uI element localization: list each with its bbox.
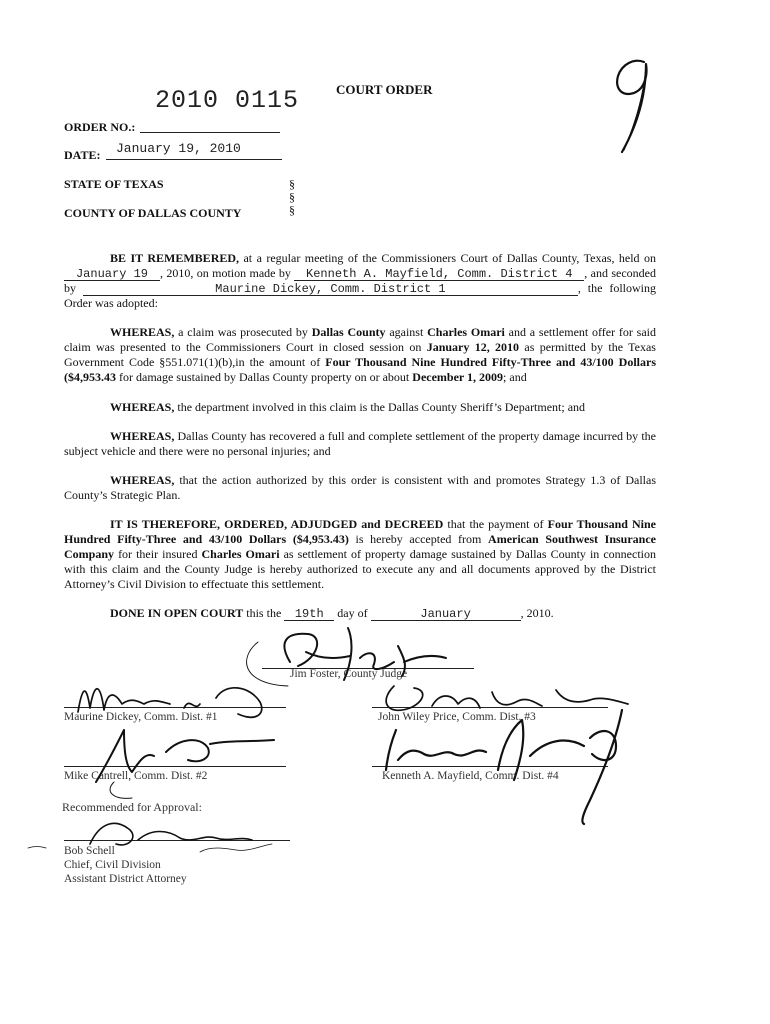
order-no-label: ORDER NO.: [64, 120, 136, 134]
whereas-text: against [385, 325, 428, 339]
comm4-signature [370, 700, 660, 830]
insured-name: Charles Omari [201, 547, 280, 561]
plaintiff-name: Dallas County [311, 325, 386, 339]
whereas-paragraph-2 [64, 400, 656, 415]
whereas-text: as permitted by the Texas Government Code §551.071(1)(b),in the amount of [64, 340, 656, 369]
page-title: COURT ORDER [336, 82, 433, 97]
adopted-text: following Order was adopted: [64, 281, 656, 310]
seconded-label: seconded by [64, 266, 657, 295]
whereas-text: Dallas County has recovered a full and complete settlement of the property damage incurred by the subject vehicle and there were no personal injuries; and [64, 429, 656, 458]
comm1-label: Maurine Dickey, Comm. Dist. #1 [64, 711, 218, 723]
approver-title: Chief, Civil Division [64, 859, 161, 871]
comm2-label: Mike Cantrell, Comm. Dist. #2 [64, 770, 208, 782]
comm4-label: Kenneth A. Mayfield, Comm. Dist. #4 [382, 770, 559, 782]
whereas-text: that the action authorized by this order is consistent with and promotes Strategy 1.3 of Dallas County’s Strategic Plan. [64, 473, 656, 502]
ordered-text: for their insured [114, 547, 202, 561]
ordered-text: is hereby accepted from [348, 532, 489, 546]
year-text: , 2010. [520, 606, 554, 620]
handwritten-number-mark [600, 50, 660, 160]
order-number-stamp: 2010 0115 [155, 86, 300, 115]
month-field: January [371, 608, 521, 621]
section-symbol: § [289, 190, 295, 204]
recommended-label: Recommended for Approval: [62, 800, 202, 814]
incident-date: December 1, 2009 [412, 370, 504, 384]
ordered-text: that the payment of [443, 517, 548, 531]
section-symbol: § [289, 203, 295, 217]
date-line [106, 159, 282, 160]
approver-signature [20, 808, 310, 863]
the-text: , the [577, 281, 603, 295]
remembered-text: at a regular meeting of the Commissioners Court of Dallas County, Texas, held on [239, 251, 657, 265]
comm2-signature [84, 712, 294, 802]
done-heading: DONE IN OPEN COURT [110, 606, 244, 620]
whereas-text: ; and [503, 370, 527, 384]
whereas-paragraph-3 [64, 429, 656, 459]
section-symbol: § [289, 177, 295, 191]
whereas-text: a claim was prosecuted by [174, 325, 312, 339]
insurance-company: American Southwest Insurance Company [64, 532, 656, 561]
county-caption: COUNTY OF DALLAS COUNTY [64, 206, 242, 220]
judge-label: Jim Foster, County Judge [290, 668, 408, 680]
comm3-label: John Wiley Price, Comm. Dist. #3 [378, 711, 536, 723]
date-label: DATE: [64, 148, 101, 162]
seconded-by-field: Maurine Dickey, Comm. District 1 [83, 283, 578, 296]
day-field: 19th [284, 608, 334, 621]
ordered-amount: Four Thousand Nine Hundred Fifty-Three and 43/100 Dollars ($4,953.43) [64, 517, 656, 546]
intro-paragraph [64, 251, 656, 311]
approver-subtitle: Assistant District Attorney [64, 873, 187, 885]
day-of-text: day of [337, 606, 368, 620]
meeting-date-field: January 19 [64, 268, 160, 281]
closed-session-date: January 12, 2010 [426, 340, 520, 354]
whereas-text: the department involved in this claim is the Dallas County Sheriff’s Department; and [174, 400, 586, 414]
state-caption: STATE OF TEXAS [64, 177, 164, 191]
section-symbols [289, 178, 295, 217]
and-text: , and [584, 266, 608, 280]
whereas-paragraph-4 [64, 473, 656, 503]
year-text: , 2010, on motion made by [160, 266, 291, 280]
whereas-text: for damage sustained by Dallas County property on or about [116, 370, 413, 384]
whereas-paragraph-1 [64, 325, 656, 385]
ordered-heading: IT IS THEREFORE, ORDERED, ADJUDGED and DECREED [110, 517, 444, 531]
whereas-label: WHEREAS, [110, 429, 175, 443]
defendant-name: Charles Omari [427, 325, 505, 339]
date-value: January 19, 2010 [116, 141, 241, 156]
whereas-label: WHEREAS, [110, 325, 175, 339]
settlement-amount: Four Thousand Nine Hundred Fifty-Three and 43/100 Dollars ($4,953.43 [64, 355, 657, 384]
order-no-line [140, 132, 280, 133]
remembered-heading: BE IT REMEMBERED, [110, 251, 240, 265]
ordered-text: as settlement of property damage sustained by Dallas County in connection with this claim and the County Judge is hereby authorized to execute any and all documents approved by the District Attorney’s Civil Division to effectuate this settlement. [64, 547, 656, 591]
approver-name: Bob Schell [64, 845, 115, 857]
whereas-text: and a settlement offer for said claim was presented to the Commissioners Court in closed session on [64, 325, 657, 354]
ordered-paragraph [64, 517, 656, 592]
done-text: this the [243, 606, 282, 620]
whereas-label: WHEREAS, [110, 473, 175, 487]
done-in-open-court-line [110, 606, 554, 621]
motion-by-field: Kenneth A. Mayfield, Comm. District 4 [294, 268, 584, 281]
whereas-label: WHEREAS, [110, 400, 175, 414]
